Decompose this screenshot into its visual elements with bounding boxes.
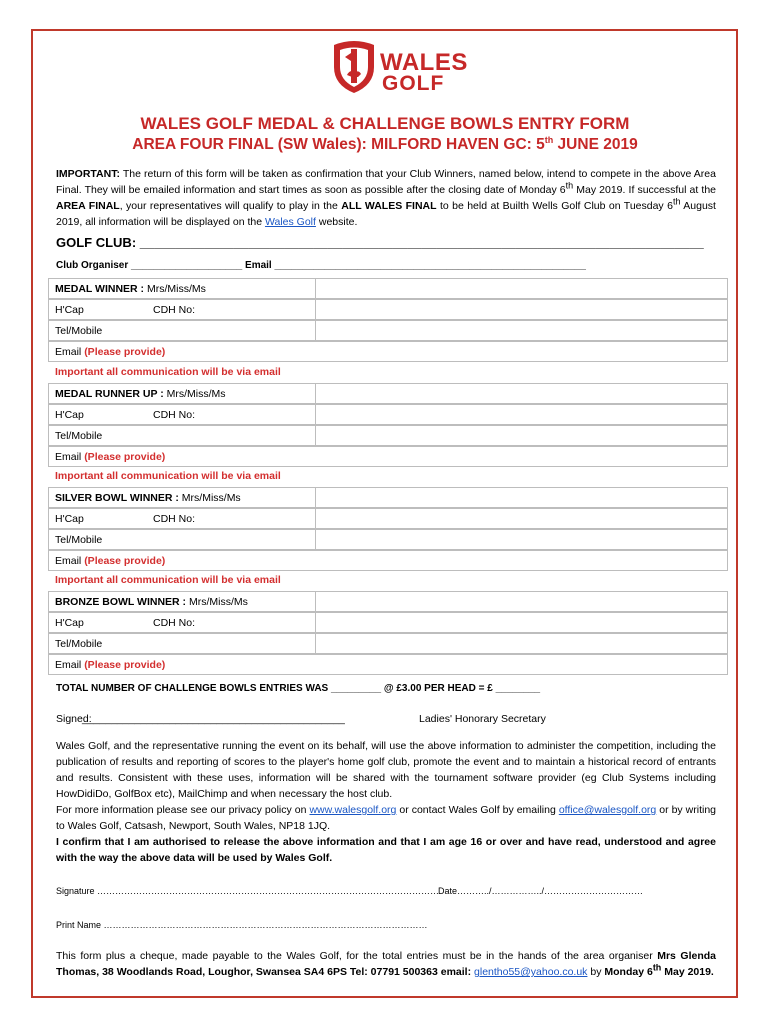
total-entries-field[interactable]: TOTAL NUMBER OF CHALLENGE BOWLS ENTRIES WAS _________ @ £3.00 PER HEAD = £ ________ — [56, 683, 541, 694]
consent-statement: I confirm that I am authorised to release the above information and that I am age 16 or over and have read, understood and agree with the way the above data will be used by Wales Golf. — [56, 836, 716, 864]
silver-bowl-email-row[interactable]: Email (Please provide) — [48, 550, 728, 571]
shield-flag-logo-icon — [330, 37, 378, 95]
bronze-bowl-name-row[interactable]: BRONZE BOWL WINNER : Mrs/Miss/Ms — [48, 591, 728, 612]
golf-club-field[interactable]: GOLF CLUB: ______________________________________________________________________________ — [56, 235, 704, 250]
signed-label: Signed: — [56, 713, 92, 725]
bronze-bowl-hcap-row[interactable]: H'Cap CDH No: — [48, 612, 728, 633]
form-subtitle: AREA FOUR FINAL (SW Wales): MILFORD HAVEN GC: 5th JUNE 2019 — [132, 134, 638, 153]
logo-golf-text: GOLF — [382, 72, 445, 95]
runner-up-tel-row[interactable]: Tel/Mobile — [48, 425, 728, 446]
runner-up-hcap-row[interactable]: H'Cap CDH No: — [48, 404, 728, 425]
print-name-field[interactable]: Print Name ……………………………………………………………………………………………… — [56, 920, 428, 930]
medal-winner-email-row[interactable]: Email (Please provide) — [48, 341, 728, 362]
medal-winner-name-row[interactable]: MEDAL WINNER : Mrs/Miss/Ms — [48, 278, 728, 299]
footer-paragraph: This form plus a cheque, made payable to the Wales Golf, for the total entries must be in the hands of the area organiser Mrs Glenda Thomas, 38 Woodlands Road, Loughor, Swansea SA4 6PS Tel: 07791 500363 email: glentho55@yahoo.co.uk by Monday 6th May 2019. — [56, 950, 716, 978]
runner-up-email-row[interactable]: Email (Please provide) — [48, 446, 728, 467]
silver-bowl-email-note: Important all communication will be via email — [55, 574, 281, 586]
office-email-link[interactable]: office@walesgolf.org — [558, 804, 657, 816]
signature-field[interactable]: Signature …………………………………………………………………………………………………… — [56, 886, 440, 896]
silver-bowl-name-row[interactable]: SILVER BOWL WINNER : Mrs/Miss/Ms — [48, 487, 728, 508]
form-title: WALES GOLF MEDAL & CHALLENGE BOWLS ENTRY FORM — [140, 114, 630, 133]
signed-line[interactable]: _____________________________________________ — [82, 713, 345, 725]
bronze-bowl-email-row[interactable]: Email (Please provide) — [48, 654, 728, 675]
wales-golf-logo — [330, 37, 470, 97]
wales-golf-link[interactable]: Wales Golf — [264, 216, 316, 228]
intro-paragraph: IMPORTANT: The return of this form will be taken as confirmation that your Club Winners, named below, intend to compete in the above Area Final. They will be emailed information and start times as soon as possible after the closing date of Monday 6th May 2019. If successful at the AREA FINAL, your representatives will qualify to play in the ALL WALES FINAL to be held at Builth Wells Golf Club on Tuesday 6th August 2019, all information will be displayed on the Wales Golf website. — [56, 168, 716, 228]
runner-up-name-row[interactable]: MEDAL RUNNER UP : Mrs/Miss/Ms — [48, 383, 728, 404]
medal-winner-email-note: Important all communication will be via email — [55, 366, 281, 378]
silver-bowl-hcap-row[interactable]: H'Cap CDH No: — [48, 508, 728, 529]
walesgolf-website-link[interactable]: www.walesgolf.org — [309, 804, 397, 816]
date-field[interactable]: Date………../……………../…………………………… — [438, 886, 644, 896]
runner-up-email-note: Important all communication will be via email — [55, 470, 281, 482]
bronze-bowl-tel-row[interactable]: Tel/Mobile — [48, 633, 728, 654]
medal-winner-hcap-row[interactable]: H'Cap CDH No: — [48, 299, 728, 320]
club-organiser-field[interactable]: Club Organiser ____________________ Email ________________________________________________________ — [56, 260, 586, 271]
silver-bowl-tel-row[interactable]: Tel/Mobile — [48, 529, 728, 550]
signed-role: Ladies' Honorary Secretary — [419, 713, 546, 725]
logo-wales-text: WALES — [380, 49, 468, 76]
medal-winner-tel-row[interactable]: Tel/Mobile — [48, 320, 728, 341]
organiser-email-link[interactable]: glentho55@yahoo.co.uk — [474, 966, 588, 978]
privacy-paragraph: Wales Golf, and the representative running the event on its behalf, will use the above information to administer the competition, including the publication of results and reporting of scores to the player's home golf club, promote the event and to maintain a historical record of entrants and results. Consistent with these uses, information will be shared with the tournament software provider (eg Club Systems including HowDidiDo, GolfBox etc), MailChimp and when necessary the host club. For more information please see our privacy policy on www.walesgolf.org or contact Wales Golf by emailing office@walesgolf.org or by writing to Wales Golf, Catsash, Newport, South Wales, NP18 1JQ. I confirm that I am authorised to release the above information and that I am age 16 or over and have read, understood and agree with the way the above data will be used by Wales Golf. — [56, 740, 717, 864]
